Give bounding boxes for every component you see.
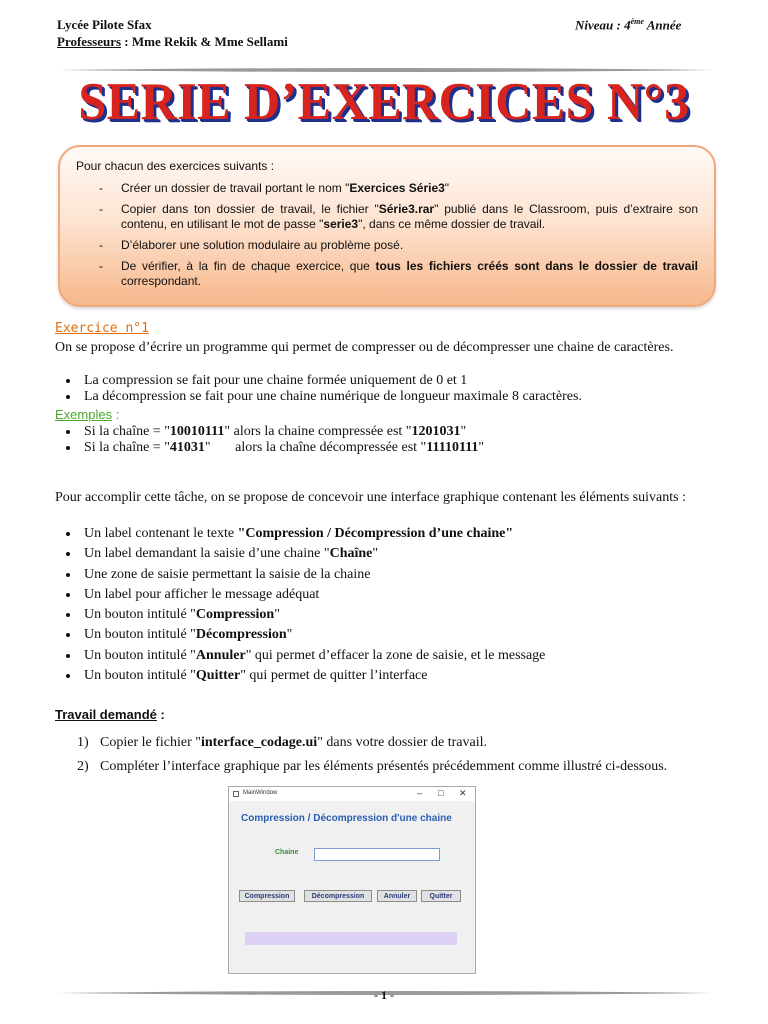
examples-list [32,424,722,456]
gui-item: • Un bouton intitulé "Annuler" qui permet d’effacer la zone de saisie, et le message [80,646,722,666]
level-suffix: Année [643,17,682,33]
instruction-item: - De vérifier, à la fin de chaque exercice, que tous les fichiers créés sont dans le dossier de travail correspondant. [99,259,698,288]
instruction-item: - D’élaborer une solution modulaire au problème posé. [99,238,404,252]
work-heading: Travail demandé : [55,707,165,722]
chaine-label: Chaine [275,849,299,856]
steps-list [55,735,713,775]
footer-rule [57,983,712,987]
example-item: • Si la chaîne = "10010111" alors la chaine compressée est "1201031" [80,424,722,440]
teachers-names: Mme Rekik & Mme Sellami [131,34,288,49]
school-name: Lycée Pilote Sfax [57,17,152,32]
exercise-intro: On se propose d’écrire un programme qui permet de compresser ou de décompresser une chaine de caractères. [55,340,674,355]
window-titlebar [229,787,475,801]
app-icon [233,791,239,797]
teachers-line [57,34,288,50]
instructions-list [76,181,698,289]
window-title: MainWindow [243,790,278,796]
chaine-input[interactable] [314,848,440,861]
level-prefix: Niveau : 4 [575,17,631,33]
page-title: SERIE D’EXERCICES N°3 [78,71,690,131]
annuler-button[interactable]: Annuler [377,890,417,902]
compression-button[interactable]: Compression [239,890,295,902]
gui-intro: Pour accomplir cette tâche, on se propose de concevoir une interface graphique contenant les éléments suivants : [55,490,686,505]
gui-screenshot [228,786,476,974]
gui-item: • Un label pour afficher le message adéquat [80,585,722,605]
example-item: • Si la chaîne = "41031" alors la chaîne décompressée est "11110111" [80,440,722,456]
gui-item: • Un bouton intitulé "Décompression" [80,625,722,645]
step-item: 2) Compléter l’interface graphique par les éléments présentés précédemment comme illustré ci-dessous. [77,759,668,774]
gui-item: • Une zone de saisie permettant la saisie de la chaine [80,565,722,585]
exercise-title: Exercice n°1 [55,321,149,336]
level-sup: ème [630,17,644,26]
maximize-icon[interactable]: □ [438,788,444,798]
instructions-intro: Pour chacun des exercices suivants : [76,159,275,173]
close-icon[interactable]: ✕ [459,788,467,798]
quitter-button[interactable]: Quitter [421,890,461,902]
minimize-icon[interactable]: – [417,788,423,798]
message-label [245,932,457,945]
decompression-button[interactable]: Décompression [304,890,372,902]
header-rule [57,60,712,64]
instruction-item: - Créer un dossier de travail portant le nom "Exercices Série3" [99,181,450,195]
examples-label: Exemples : [55,407,120,422]
step-item: 1) Copier le fichier "interface_codage.ui" dans votre dossier de travail. [77,735,487,750]
gui-items-list [32,524,722,686]
rule-item: • La compression se fait pour une chaine formée uniquement de 0 et 1 [80,373,722,389]
gui-item: • Un label demandant la saisie d’une chaine "Chaîne" [80,544,722,564]
teachers-label: Professeurs [57,34,122,49]
level [575,17,681,33]
teachers-sep: : [121,34,132,49]
instruction-item: - Copier dans ton dossier de travail, le fichier "Série3.rar" publié dans le Classroom, puis d’extraire son contenu, en utilisant le mot de passe "serie3", dans ce même dossier de travail. [99,202,698,231]
instructions-box [58,145,716,307]
gui-item: • Un bouton intitulé "Quitter" qui permet de quitter l’interface [80,666,722,686]
rule-item: • La décompression se fait pour une chaine numérique de longueur maximale 8 caractères. [80,389,722,405]
gui-item: • Un label contenant le texte "Compression / Décompression d’une chaine" [80,524,722,544]
gui-item: • Un bouton intitulé "Compression" [80,605,722,625]
page-number: - 1 - [374,988,394,1002]
rules-list [32,373,722,405]
window-heading: Compression / Décompression d'une chaine [241,813,452,824]
